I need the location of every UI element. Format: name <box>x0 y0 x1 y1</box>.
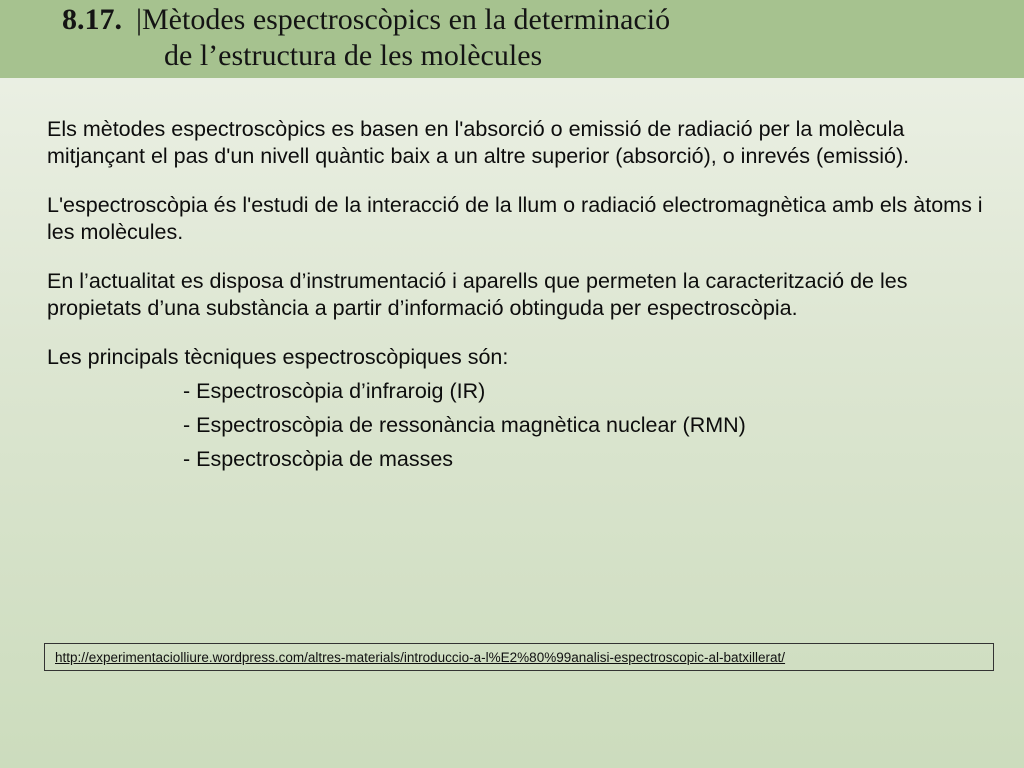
title-bar <box>0 0 1024 78</box>
paragraph-definition: L'espectroscòpia és l'estudi de la interacció de la llum o radiació electromagnètica amb els àtoms i les molècules. <box>47 193 983 244</box>
techniques-list <box>47 378 1007 473</box>
paragraph-instrumentation: En l’actualitat es disposa d’instrumentació i aparells que permeten la caracterització de les propietats d’una substància a partir d’informació obtinguda per espectroscòpia. <box>47 269 908 320</box>
technique-rmn: - Espectroscòpia de ressonància magnètica nuclear (RMN) <box>183 413 746 437</box>
source-link[interactable]: http://experimentaciolliure.wordpress.com/altres-materials/introduccio-a-l%E2%80%99analisi-espectroscopic-al-batxillerat/ <box>55 649 786 665</box>
slide-number: 8.17. <box>62 3 122 36</box>
slide-body <box>47 116 1007 473</box>
techniques-intro: Les principals tècniques espectroscòpiques són: <box>47 345 509 369</box>
technique-ir: - Espectroscòpia d’infraroig (IR) <box>183 379 486 403</box>
source-link-box <box>44 643 994 671</box>
paragraph-absorption: Els mètodes espectroscòpics es basen en l'absorció o emissió de radiació per la molècula mitjançant el pas d'un nivell quàntic baix a un altre superior (absorció), o inrevés (emissió). <box>47 117 910 168</box>
title-line-2: de l’estructura de les molècules <box>164 39 543 72</box>
title-line-1: |Mètodes espectroscòpics en la determinació <box>136 3 671 36</box>
slide-title <box>62 2 670 74</box>
technique-masses: - Espectroscòpia de masses <box>183 447 454 471</box>
